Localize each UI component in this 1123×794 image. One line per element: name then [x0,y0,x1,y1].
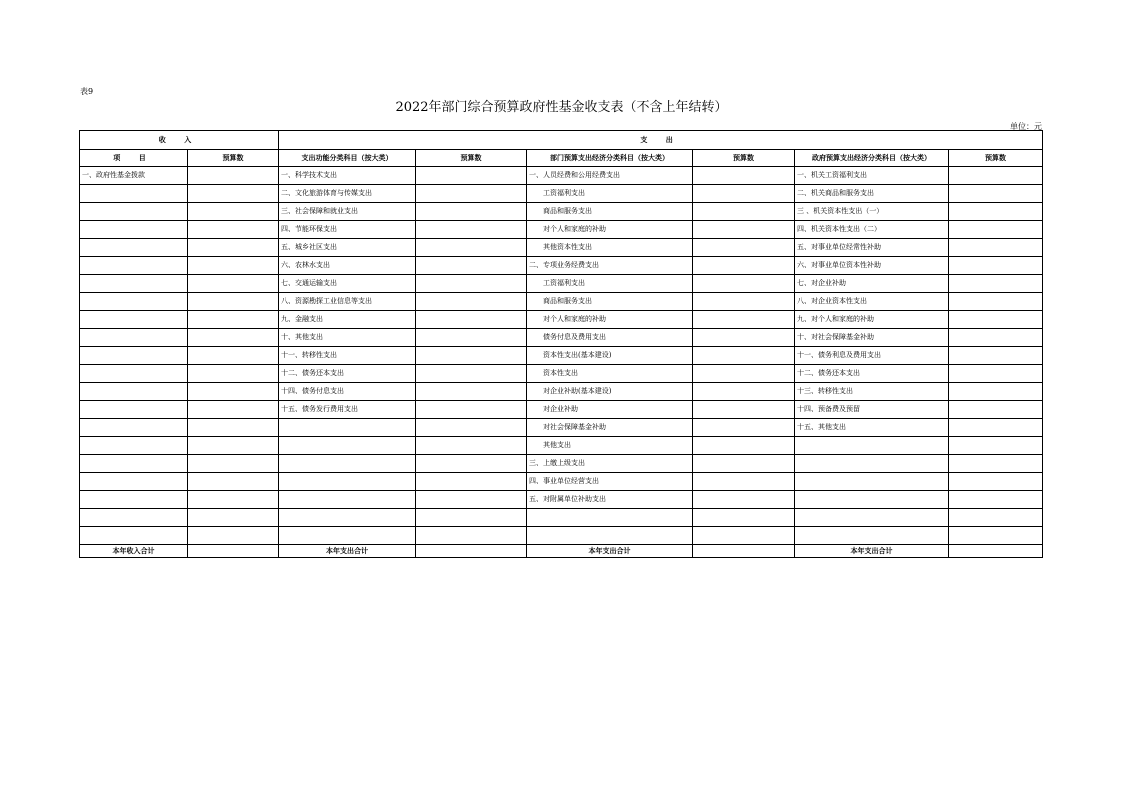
item-cell [80,239,188,257]
income-budget-cell [188,293,279,311]
gov-budget-cell [949,221,1043,239]
item-cell [80,347,188,365]
item-cell [80,311,188,329]
income-total-value [188,545,279,558]
table-number: 表9 [80,87,94,96]
dept-cell: 对个人和家庭的补助 [527,221,693,239]
dept-cell: 其他支出 [527,437,693,455]
gov-budget-cell [949,401,1043,419]
table-row [80,257,1043,275]
dept-cell: 工资福利支出 [527,275,693,293]
table-row [80,221,1043,239]
func-budget-cell [416,239,527,257]
table-row [80,455,1043,473]
func-budget-cell [416,203,527,221]
dept-cell: 一、人员经费和公用经费支出 [527,167,693,185]
dept-cell: 对企业补助(基本建设) [527,383,693,401]
gov-budget-cell [949,491,1043,509]
func-budget-cell [416,275,527,293]
table-row [80,401,1043,419]
gov-cell: 十一、债务利息及费用支出 [795,347,949,365]
header-row-1 [80,131,1043,150]
gov-budget-cell [949,185,1043,203]
expense-header: 支 出 [279,131,1043,150]
func-budget-cell [416,455,527,473]
empty-cell [949,509,1043,527]
col-func-budget: 预算数 [416,150,527,167]
gov-budget-cell [949,419,1043,437]
func-cell: 四、节能环保支出 [279,221,416,239]
func-total-value [416,545,527,558]
item-cell [80,383,188,401]
func-cell [279,437,416,455]
func-budget-cell [416,293,527,311]
gov-cell: 七、对企业补助 [795,275,949,293]
col-dept-budget: 预算数 [693,150,795,167]
empty-cell [416,509,527,527]
dept-budget-cell [693,329,795,347]
dept-budget-cell [693,167,795,185]
gov-budget-cell [949,347,1043,365]
func-cell: 十二、债务还本支出 [279,365,416,383]
income-budget-cell [188,347,279,365]
table-row [80,419,1043,437]
gov-budget-cell [949,203,1043,221]
dept-cell: 商品和服务支出 [527,203,693,221]
table-row [80,491,1043,509]
func-budget-cell [416,167,527,185]
empty-cell [527,509,693,527]
income-budget-cell [188,419,279,437]
budget-table [79,130,1043,558]
func-budget-cell [416,383,527,401]
gov-total-value [949,545,1043,558]
func-cell: 十、其他支出 [279,329,416,347]
item-cell [80,491,188,509]
item-cell [80,185,188,203]
dept-budget-cell [693,257,795,275]
gov-budget-cell [949,383,1043,401]
empty-cell [80,509,188,527]
dept-budget-cell [693,455,795,473]
func-budget-cell [416,473,527,491]
col-gov-econ: 政府预算支出经济分类科目（按大类） [795,150,949,167]
func-cell: 二、文化旅游体育与传媒支出 [279,185,416,203]
func-budget-cell [416,401,527,419]
func-budget-cell [416,437,527,455]
item-cell [80,275,188,293]
dept-cell: 其他资本性支出 [527,239,693,257]
dept-budget-cell [693,437,795,455]
dept-cell: 债务付息及费用支出 [527,329,693,347]
dept-budget-cell [693,185,795,203]
item-cell [80,473,188,491]
func-budget-cell [416,257,527,275]
income-budget-cell [188,329,279,347]
income-budget-cell [188,401,279,419]
func-budget-cell [416,311,527,329]
dept-cell: 工资福利支出 [527,185,693,203]
dept-cell: 资本性支出 [527,365,693,383]
gov-cell: 九、对个人和家庭的补助 [795,311,949,329]
gov-cell: 六、对事业单位资本性补助 [795,257,949,275]
gov-total-label: 本年支出合计 [795,545,949,558]
col-gov-budget: 预算数 [949,150,1043,167]
func-budget-cell [416,491,527,509]
dept-budget-cell [693,401,795,419]
item-cell [80,455,188,473]
table-row [80,365,1043,383]
gov-budget-cell [949,257,1043,275]
income-budget-cell [188,239,279,257]
income-budget-cell [188,383,279,401]
dept-cell: 二、专项业务经费支出 [527,257,693,275]
func-budget-cell [416,347,527,365]
table-row [80,473,1043,491]
dept-budget-cell [693,293,795,311]
dept-budget-cell [693,491,795,509]
gov-budget-cell [949,329,1043,347]
empty-row [80,509,1043,527]
item-cell [80,203,188,221]
item-cell [80,293,188,311]
dept-budget-cell [693,473,795,491]
gov-cell: 四、机关资本性支出（二） [795,221,949,239]
table-row [80,329,1043,347]
gov-budget-cell [949,473,1043,491]
income-header: 收 入 [80,131,279,150]
col-budget: 预算数 [188,150,279,167]
dept-cell: 五、对附属单位补助支出 [527,491,693,509]
empty-row [80,527,1043,545]
func-cell: 一、科学技术支出 [279,167,416,185]
func-cell: 六、农林水支出 [279,257,416,275]
gov-cell: 二、机关商品和服务支出 [795,185,949,203]
gov-cell [795,473,949,491]
income-budget-cell [188,437,279,455]
table-row [80,293,1043,311]
table-row [80,275,1043,293]
empty-cell [80,527,188,545]
gov-budget-cell [949,437,1043,455]
dept-cell: 资本性支出(基本建设) [527,347,693,365]
income-budget-cell [188,275,279,293]
gov-cell: 五、对事业单位经常性补助 [795,239,949,257]
func-budget-cell [416,329,527,347]
dept-budget-cell [693,221,795,239]
income-budget-cell [188,203,279,221]
func-cell: 八、资源勘探工业信息等支出 [279,293,416,311]
item-cell: 一、政府性基金拨款 [80,167,188,185]
gov-budget-cell [949,275,1043,293]
empty-cell [279,527,416,545]
empty-cell [527,527,693,545]
gov-budget-cell [949,293,1043,311]
dept-budget-cell [693,275,795,293]
empty-cell [416,527,527,545]
gov-cell: 一、机关工资福利支出 [795,167,949,185]
gov-budget-cell [949,167,1043,185]
dept-cell: 四、事业单位经营支出 [527,473,693,491]
func-budget-cell [416,419,527,437]
table-row [80,347,1043,365]
gov-cell: 三 、机关资本性支出（一） [795,203,949,221]
unit-label: 单位：元 [1010,122,1042,131]
table-row [80,167,1043,185]
gov-budget-cell [949,311,1043,329]
func-cell: 九、金融支出 [279,311,416,329]
table-row [80,383,1043,401]
item-cell [80,365,188,383]
dept-budget-cell [693,239,795,257]
empty-cell [693,527,795,545]
empty-cell [795,509,949,527]
page-title: 2022年部门综合预算政府性基金收支表（不含上年结转） [395,100,728,115]
dept-total-value [693,545,795,558]
gov-cell [795,491,949,509]
empty-cell [949,527,1043,545]
dept-budget-cell [693,347,795,365]
header-row-2 [80,150,1043,167]
income-budget-cell [188,257,279,275]
func-cell: 十五、债务发行费用支出 [279,401,416,419]
dept-budget-cell [693,419,795,437]
empty-cell [795,527,949,545]
gov-budget-cell [949,455,1043,473]
col-dept-econ: 部门预算支出经济分类科目（按大类） [527,150,693,167]
totals-row [80,545,1043,558]
empty-cell [279,509,416,527]
func-cell [279,491,416,509]
empty-cell [188,509,279,527]
income-budget-cell [188,473,279,491]
col-item: 项 目 [80,150,188,167]
col-func: 支出功能分类科目（按大类） [279,150,416,167]
dept-budget-cell [693,203,795,221]
gov-cell: 十三、转移性支出 [795,383,949,401]
gov-cell: 十、对社会保障基金补助 [795,329,949,347]
gov-cell [795,455,949,473]
dept-cell: 三、上缴上级支出 [527,455,693,473]
func-cell: 三、社会保障和就业支出 [279,203,416,221]
income-budget-cell [188,185,279,203]
func-cell [279,473,416,491]
item-cell [80,221,188,239]
empty-cell [188,527,279,545]
dept-cell: 对社会保障基金补助 [527,419,693,437]
gov-cell: 八、对企业资本性支出 [795,293,949,311]
gov-cell: 十五、其他支出 [795,419,949,437]
func-cell: 十一、转移性支出 [279,347,416,365]
func-cell: 七、交通运输支出 [279,275,416,293]
item-cell [80,329,188,347]
func-budget-cell [416,185,527,203]
table-row [80,437,1043,455]
income-budget-cell [188,455,279,473]
dept-budget-cell [693,383,795,401]
gov-budget-cell [949,365,1043,383]
dept-budget-cell [693,311,795,329]
income-budget-cell [188,365,279,383]
dept-total-label: 本年支出合计 [527,545,693,558]
income-budget-cell [188,167,279,185]
func-budget-cell [416,365,527,383]
gov-cell: 十二、债务还本支出 [795,365,949,383]
table-row [80,239,1043,257]
item-cell [80,419,188,437]
dept-cell: 商品和服务支出 [527,293,693,311]
gov-cell: 十四、预备费及预留 [795,401,949,419]
func-cell: 五、城乡社区支出 [279,239,416,257]
gov-cell [795,437,949,455]
table-row [80,185,1043,203]
func-cell [279,455,416,473]
func-budget-cell [416,221,527,239]
income-budget-cell [188,221,279,239]
dept-cell: 对个人和家庭的补助 [527,311,693,329]
func-cell: 十四、债务付息支出 [279,383,416,401]
item-cell [80,401,188,419]
dept-cell: 对企业补助 [527,401,693,419]
income-budget-cell [188,311,279,329]
item-cell [80,437,188,455]
func-total-label: 本年支出合计 [279,545,416,558]
income-budget-cell [188,491,279,509]
dept-budget-cell [693,365,795,383]
table-row [80,311,1043,329]
item-cell [80,257,188,275]
func-cell [279,419,416,437]
income-total-label: 本年收入合计 [80,545,188,558]
gov-budget-cell [949,239,1043,257]
empty-cell [693,509,795,527]
table-row [80,203,1043,221]
